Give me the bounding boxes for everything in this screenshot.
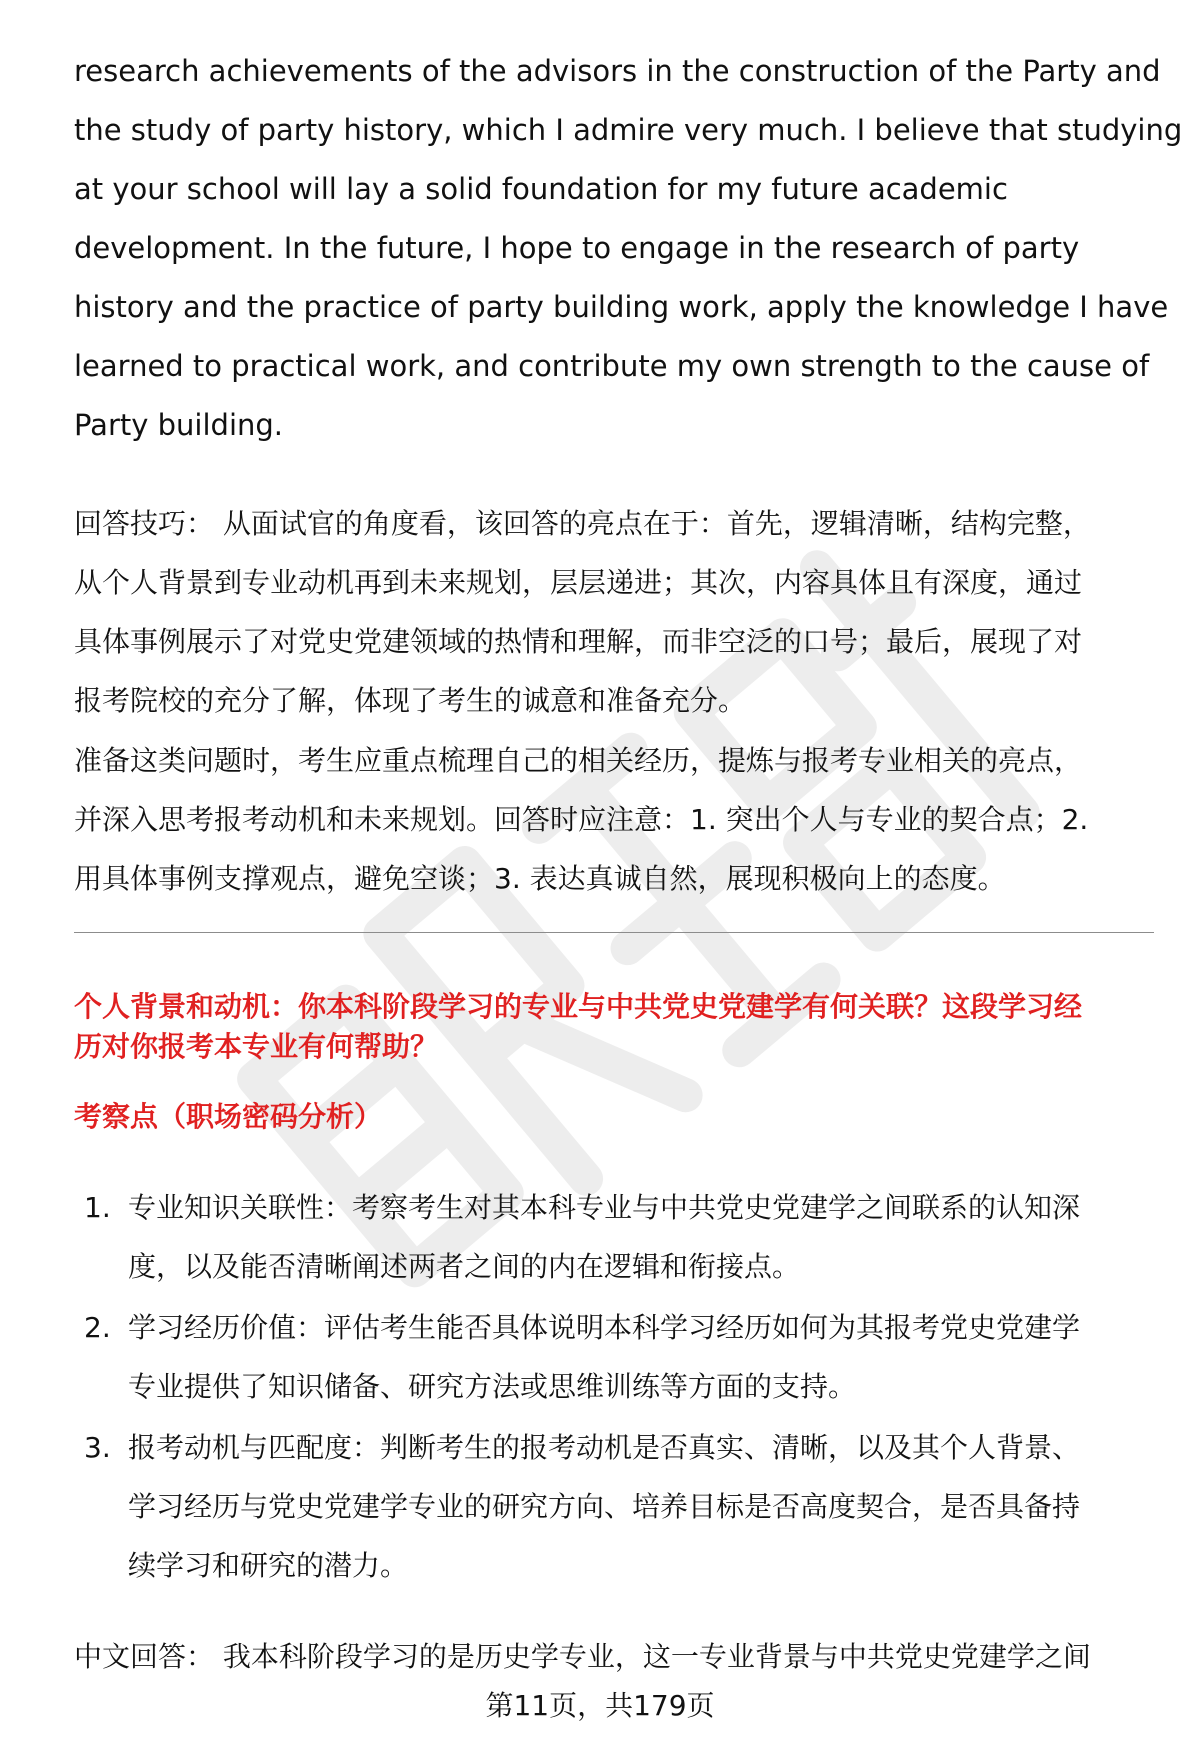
text-line: 报考动机与匹配度：判断考生的报考动机是否真实、清晰，以及其个人背景、 [128, 1431, 1081, 1464]
list-item-number: 1. [84, 1191, 111, 1224]
list-item-number: 3. [84, 1431, 111, 1464]
analysis-heading: 考察点（职场密码分析） [74, 1100, 383, 1133]
answer-tips-paragraph [74, 494, 1154, 730]
text-line: history and the practice of party building work, apply the knowledge I have [74, 290, 1169, 324]
text-line: 历对你报考本专业有何帮助？ [74, 1030, 439, 1063]
text-line: 准备这类问题时，考生应重点梳理自己的相关经历，提炼与报考专业相关的亮点， [74, 744, 1083, 777]
text-line: at your school will lay a solid foundation for my future academic [74, 172, 1008, 206]
list-item [74, 1418, 1164, 1595]
text-line: 个人背景和动机：你本科阶段学习的专业与中共党史党建学有何关联？这段学习经 [74, 990, 1083, 1023]
section-divider [74, 932, 1154, 933]
preparation-paragraph [74, 731, 1154, 908]
text-line: research achievements of the advisors in the construction of the Party and [74, 54, 1161, 88]
text-line: 报考院校的充分了解，体现了考生的诚意和准备充分。 [74, 684, 747, 717]
text-line: 中文回答： 我本科阶段学习的是历史学专业，这一专业背景与中共党史党建学之间 [74, 1640, 1091, 1673]
text-line: 从个人背景到专业动机再到未来规划，层层递进；其次，内容具体且有深度，通过 [74, 566, 1083, 599]
question-heading [74, 987, 1164, 1067]
text-line: 具体事例展示了对党史党建领域的热情和理解，而非空泛的口号；最后，展现了对 [74, 625, 1083, 658]
text-line: learned to practical work, and contribute my own strength to the cause of [74, 349, 1150, 383]
text-line: 学习经历与党史党建学专业的研究方向、培养目标是否高度契合，是否具备持 [128, 1490, 1081, 1523]
text-line: 回答技巧： 从面试官的角度看，该回答的亮点在于：首先，逻辑清晰，结构完整， [74, 507, 1091, 540]
text-line: the study of party history, which I admire very much. I believe that studying [74, 113, 1183, 147]
list-item [74, 1298, 1164, 1416]
list-item [74, 1178, 1164, 1296]
text-line: 专业知识关联性：考察考生对其本科专业与中共党史党建学之间联系的认知深 [128, 1191, 1081, 1224]
analysis-list [74, 1178, 1164, 1597]
text-line: 专业提供了知识储备、研究方法或思维训练等方面的支持。 [128, 1370, 857, 1403]
text-line: 用具体事例支撑观点，避免空谈；3. 表达真诚自然，展现积极向上的态度。 [74, 862, 1006, 895]
text-line: 度，以及能否清晰阐述两者之间的内在逻辑和衔接点。 [128, 1250, 801, 1283]
chinese-answer-paragraph [74, 1627, 1154, 1686]
text-line: 续学习和研究的潜力。 [128, 1549, 409, 1582]
text-line: Party building. [74, 408, 284, 442]
english-answer-paragraph [74, 42, 1183, 455]
text-line: 并深入思考报考动机和未来规划。回答时应注意：1. 突出个人与专业的契合点；2. [74, 803, 1089, 836]
text-line: 学习经历价值：评估考生能否具体说明本科学习经历如何为其报考党史党建学 [128, 1311, 1081, 1344]
text-line: development. In the future, I hope to engage in the research of party [74, 231, 1080, 265]
page-number-footer: 第11页，共179页 [485, 1689, 715, 1722]
list-item-number: 2. [84, 1311, 111, 1344]
